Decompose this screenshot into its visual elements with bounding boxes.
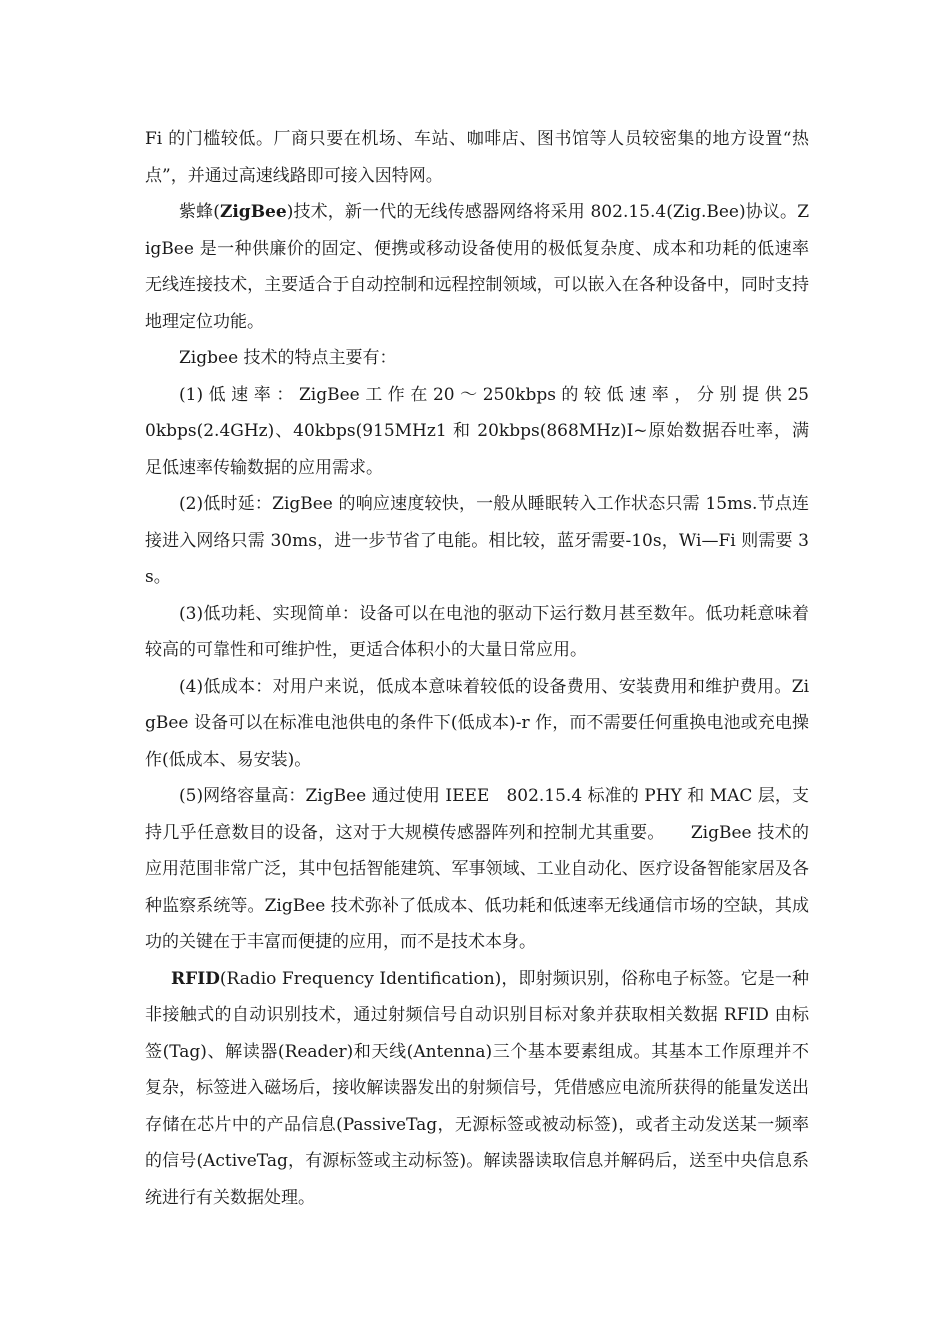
paragraph-feature-2 [145,486,809,596]
paragraph-wifi-tail [145,121,809,194]
paragraph-text: (2)低时延：ZigBee 的响应速度较快，一般从睡眠转入工作状态只需 15ms.节点连接进入网络只需 30ms，进一步节省了电能。相比较，蓝牙需要-10s，Wi—Fi 则需要 3s。 [145,494,809,587]
paragraph-text: Zigbee 技术的特点主要有： [179,348,397,368]
paragraph-text: Fi 的门槛较低。厂商只要在机场、车站、咖啡店、图书馆等人员较密集的地方设置“热点”，并通过高速线路即可接入因特网。 [145,129,809,186]
paragraph-text: (3)低功耗、实现简单：设备可以在电池的驱动下运行数月甚至数年。低功耗意味着较高的可靠性和可维护性，更适合体积小的大量日常应用。 [145,603,809,660]
paragraph-rfid [145,961,809,1217]
paragraph-feature-1 [145,377,809,487]
paragraph-text: (Radio Frequency Identification)，即射频识别，俗称电子标签。它是一种非接触式的自动识别技术，通过射频信号自动识别目标对象并获取相关数据 RFID 由标签(Tag)、解读器(Reader)和天线(Antenna)三个基本要素组成。其基本工作原理并不复杂，标签进入磁场后，接收解读器发出的射频信号，凭借感应电流所获得的能量发送出存储在芯片中的产品信息(PassiveTag，无源标签或被动标签)，或者主动发送某一频率的信号(ActiveTag，有源标签或主动标签)。解读器读取信息并解码后，送至中央信息系统进行有关数据处理。 [145,968,809,1208]
document-page [145,121,809,1216]
paragraph-zigbee-intro [145,194,809,340]
paragraph-text: )技术，新一代的无线传感器网络将采用 802.15.4(Zig.Bee)协议。ZigBee 是一种供廉价的固定、便携或移动设备使用的极低复杂度、成本和功耗的低速率无线连接技术，主要适合于自动控制和远程控制领域，可以嵌入在各种设备中，同时支持地理定位功能。 [145,202,810,332]
paragraph-feature-5 [145,778,809,961]
paragraph-zigbee-features [145,340,809,377]
paragraph-feature-4 [145,669,809,779]
rfid-term: RFID [171,968,220,989]
paragraph-text: (5)网络容量高：ZigBee 通过使用 IEEE 802.15.4 标准的 PHY 和 MAC 层，支持几乎任意数目的设备，这对于大规模传感器阵列和控制尤其重要。 ZigBee 技术的应用范围非常广泛，其中包括智能建筑、军事领域、工业自动化、医疗设备智能家居及各种监察系统等。ZigBee 技术弥补了低成本、低功耗和低速率无线通信市场的空缺，其成功的关键在于丰富而便捷的应用，而不是技术本身。 [145,786,809,952]
paragraph-text: (1) 低 速 率 ： ZigBee 工 作 在 20 ～ 250kbps 的 较 低 速 率 ， 分 别 提 供 250kbps(2.4GHz)、40kbps(915MHz1 和 20kbps(868MHz)I~原始数据吞吐率，满足低速率传输数据的应用需求。 [145,384,809,478]
paragraph-lead: 紫蜂( [179,202,220,222]
paragraph-text: (4)低成本：对用户来说，低成本意味着较低的设备费用、安装费用和维护费用。ZigBee 设备可以在标准电池供电的条件下(低成本)-r 作，而不需要任何重换电池或充电操作(低成本、易安装)。 [145,676,809,770]
zigbee-term: ZigBee [219,202,287,222]
paragraph-feature-3 [145,596,809,669]
